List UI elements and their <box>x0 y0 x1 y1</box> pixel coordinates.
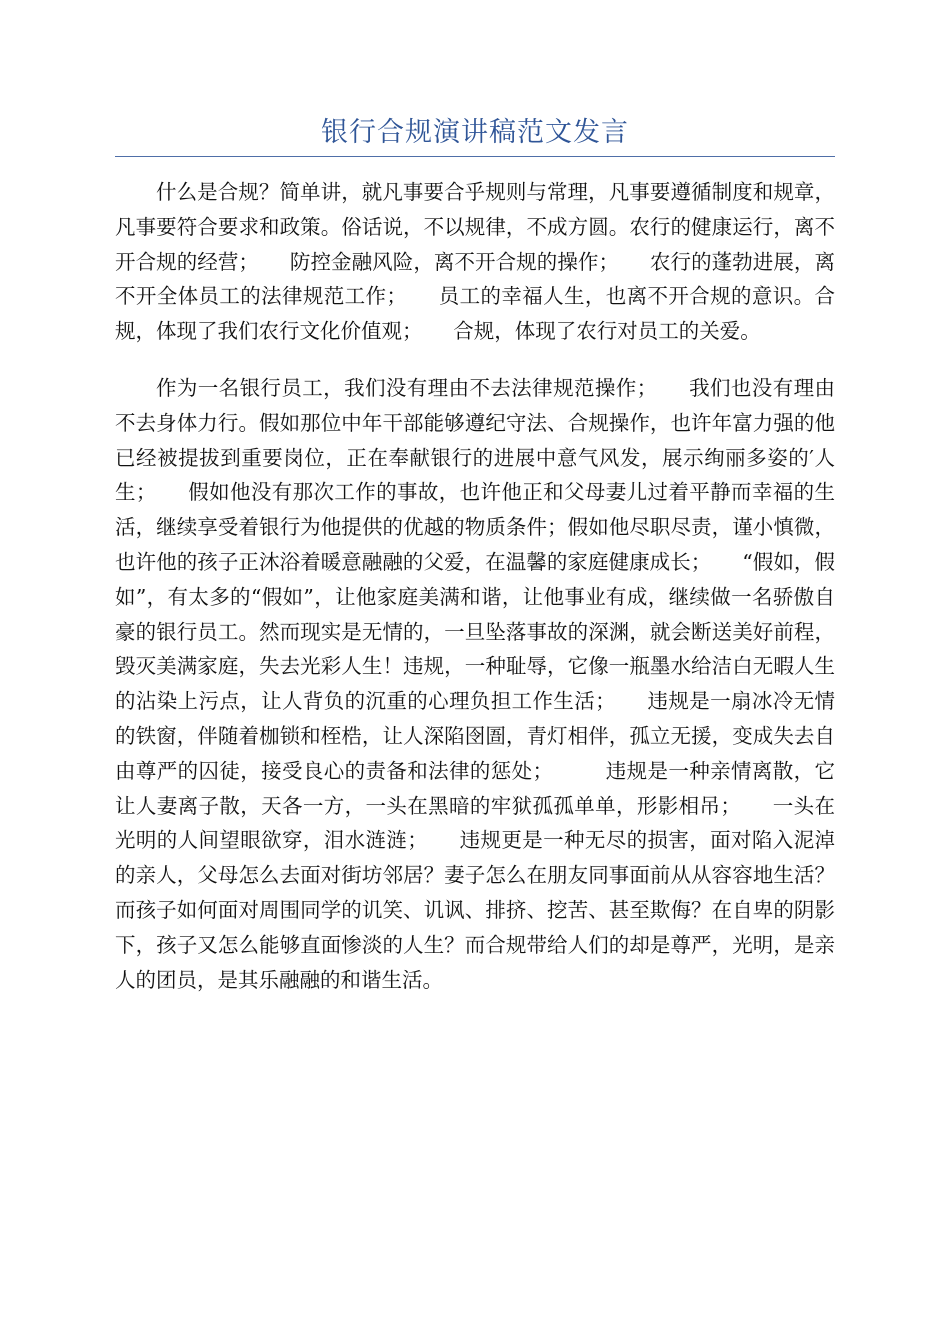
title-block <box>115 112 835 157</box>
document-title: 银行合规演讲稿范文发言 <box>321 117 629 148</box>
paragraph-1: 什么是合规？简单讲，就凡事要合乎规则与常理，凡事要遵循制度和规章，凡事要符合要求和政策。俗话说，不以规律，不成方圆。农行的健康运行，离不开合规的经营； 防控金融风险，离不开合规的操作； 农行的蓬勃进展，离不开全体员工的法律规范工作； 员工的幸福人生，也离不开合规的意识。合规，体现了我们农行文化价值观； 合规，体现了农行对员工的关爱。 <box>115 180 835 344</box>
paragraph-2: 作为一名银行员工，我们没有理由不去法律规范操作； 我们也没有理由不去身体力行。假如那位中年干部能够遵纪守法、合规操作，也许年富力强的他已经被提拔到重要岗位，正在奉献银行的进展中意气风发，展示绚丽多姿的′人生； 假如他没有那次工作的事故，也许他正和父母妻儿过着平静而幸福的生活，继续享受着银行为他提供的优越的物质条件；假如他尽职尽责，谨小慎微，也许他的孩子正沐浴着暖意融融的父爱，在温馨的家庭健康成长； “假如，假如”，有太多的“假如”，让他家庭美满和谐，让他事业有成，继续做一名骄傲自豪的银行员工。然而现实是无情的，一旦坠落事故的深渊，就会断送美好前程，毁灭美满家庭，失去光彩人生！违规，一种耻辱，它像一瓶墨水给洁白无暇人生的沾染上污点，让人背负的沉重的心理负担工作生活； 违规是一扇冰冷无情的铁窗，伴随着枷锁和桎梏，让人深陷囹圄，青灯相伴，孤立无援，变成失去自由尊严的囚徒，接受良心的责备和法律的惩处； 违规是一种亲情离散，它让人妻离子散，天各一方，一头在黑暗的牢狱孤孤单单，形影相吊； 一头在光明的人间望眼欲穿，泪水涟涟； 违规更是一种无尽的损害，面对陷入泥淖的亲人，父母怎么去面对街坊邻居？妻子怎么在朋友同事面前从从容容地生活？而孩子如何面对周围同学的讥笑、讥讽、排挤、挖苦、甚至欺侮？在自卑的阴影下，孩子又怎么能够直面惨淡的人生？而合规带给人们的却是尊严，光明，是亲人的团员，是其乐融融的和谐生活。 <box>115 375 835 992</box>
document-body <box>115 175 835 997</box>
